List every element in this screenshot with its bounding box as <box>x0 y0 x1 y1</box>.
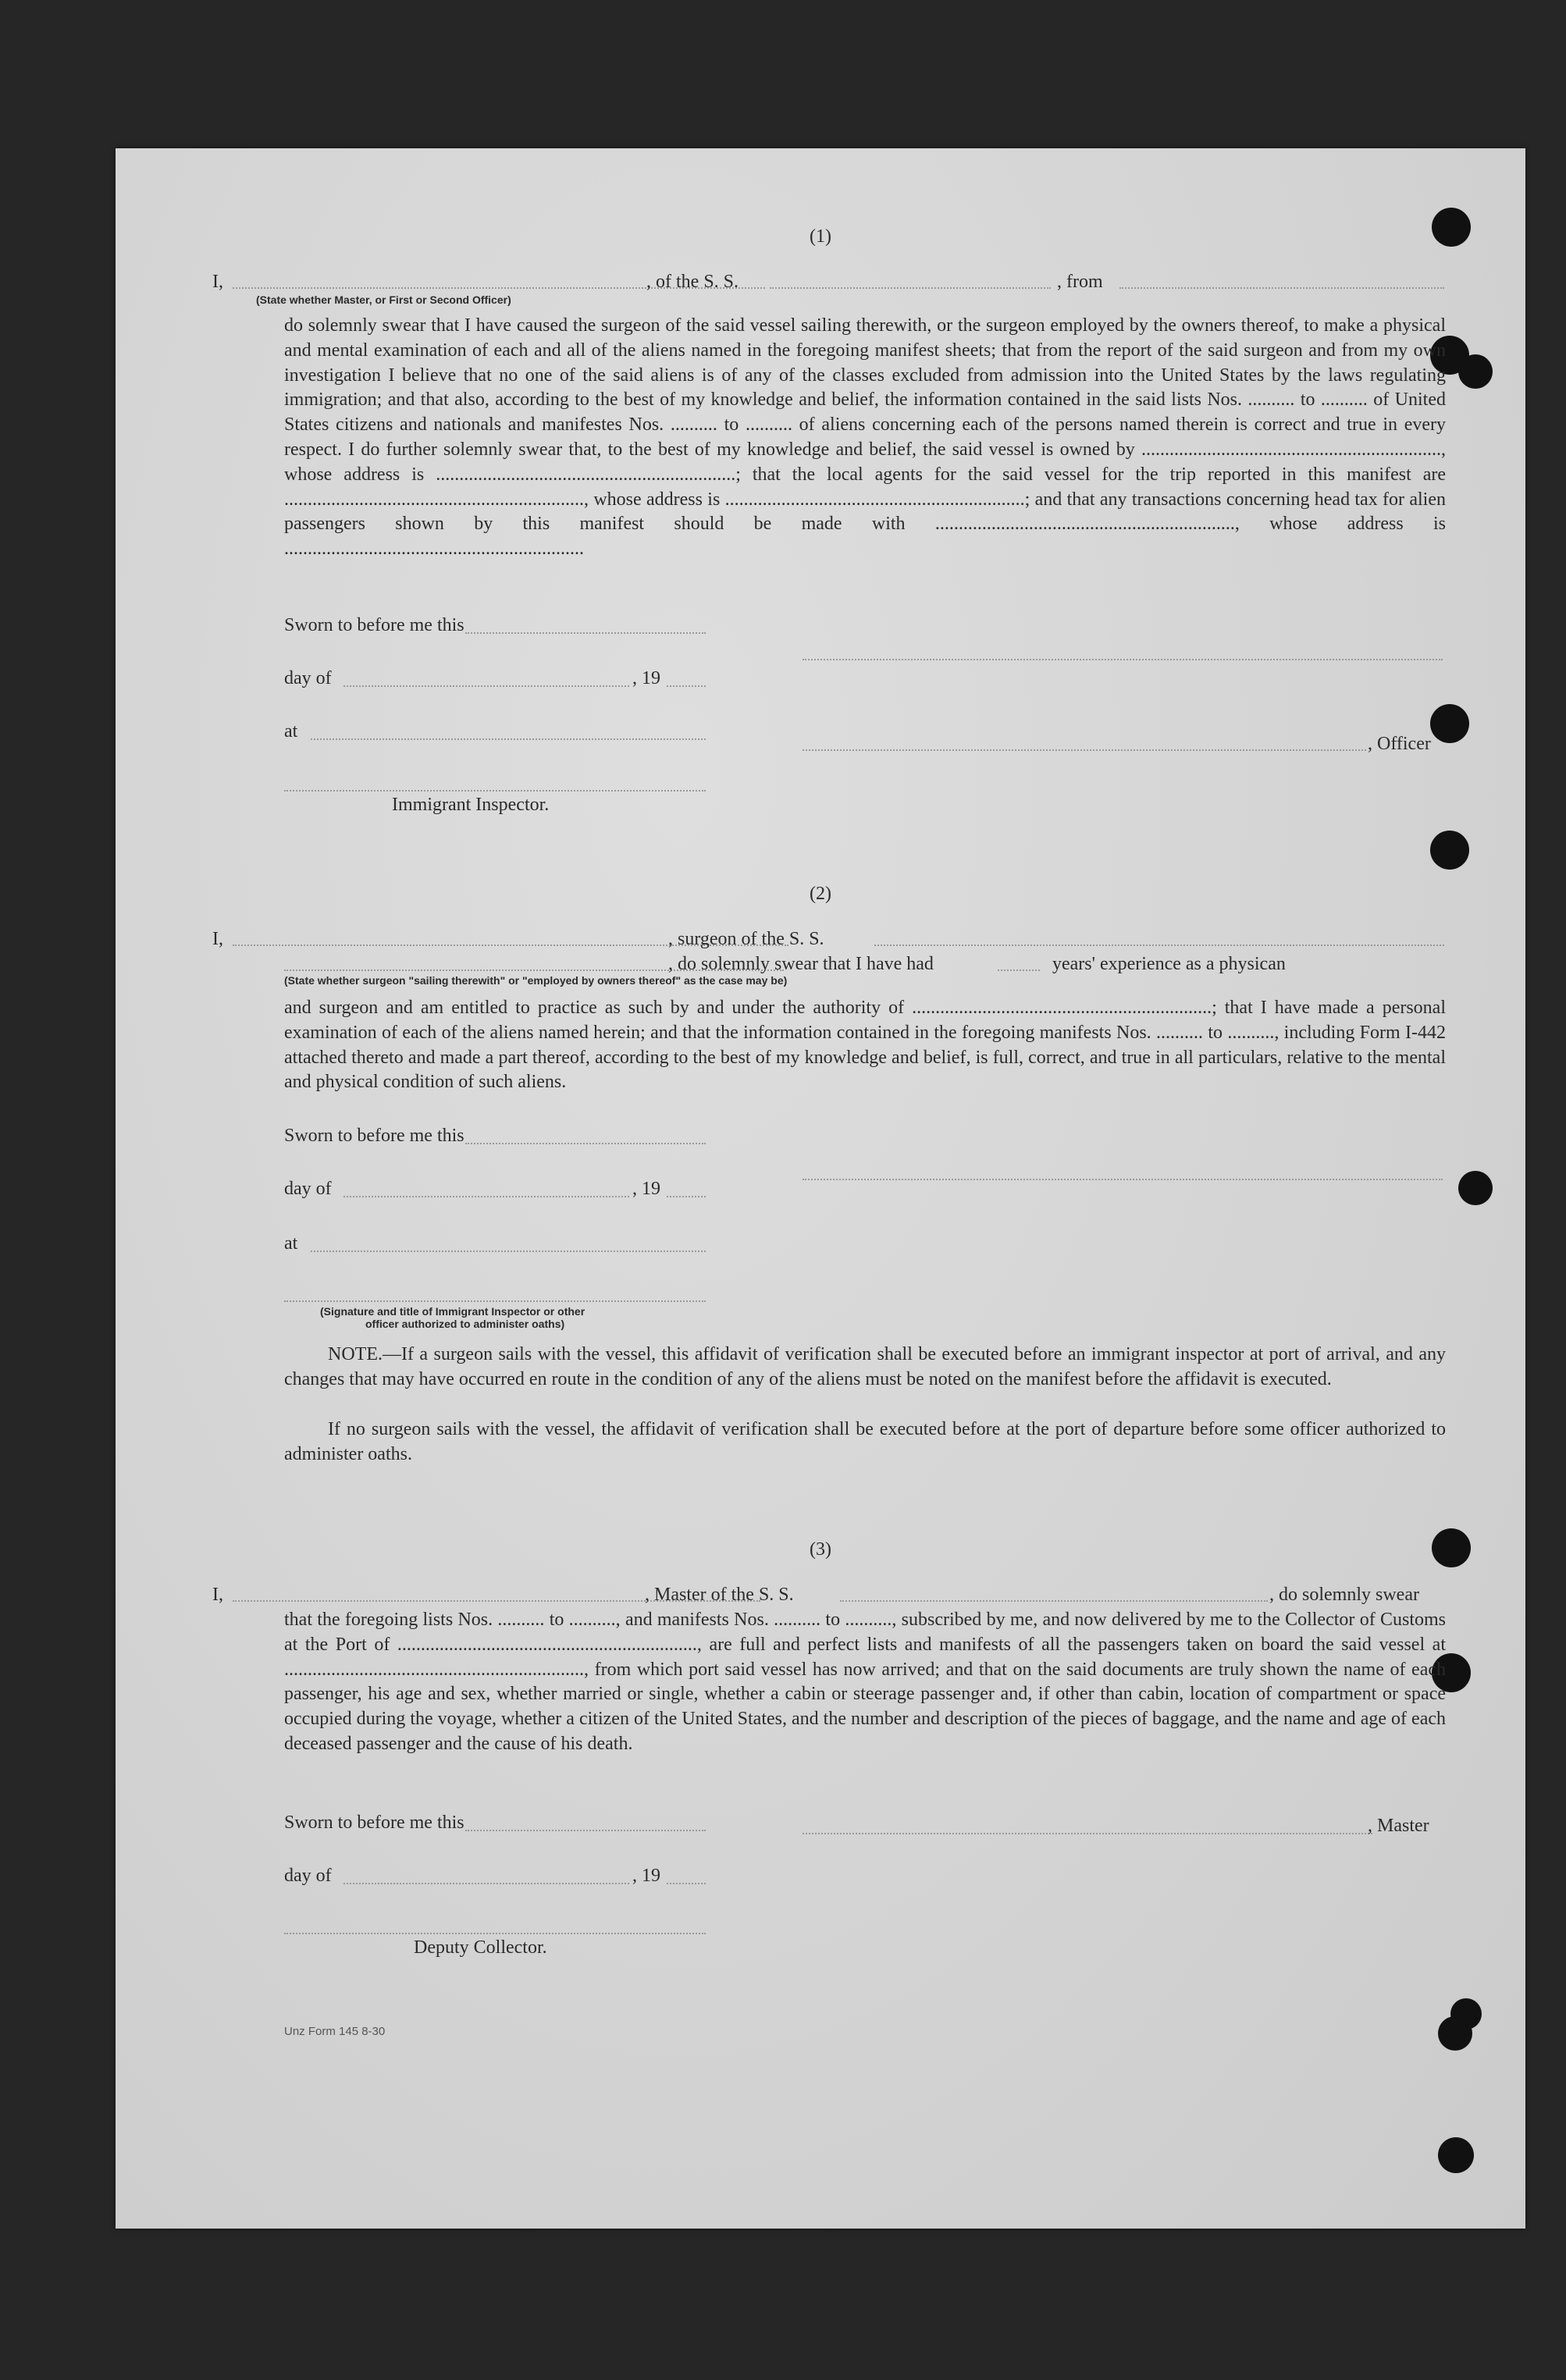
day-of-field[interactable] <box>343 1883 629 1884</box>
at-field[interactable] <box>311 1250 706 1252</box>
form-number: Unz Form 145 8-30 <box>284 2025 386 2038</box>
binder-hole <box>1430 704 1469 743</box>
note-paragraph-1: NOTE.—If a surgeon sails with the vessel, this affidavit of verification shall be executed before an immigrant inspector at port of arrival, and any changes that may have occurred en route in the condition of any of the aliens must be noted on the manifest before the affidavit is executed. <box>284 1344 1446 1389</box>
surgeon-signature-field[interactable] <box>803 1179 1443 1180</box>
years-label: years' experience as a physican <box>1052 954 1286 974</box>
ship-name-field-3[interactable] <box>840 1600 1268 1602</box>
i-label: I, <box>212 929 223 949</box>
day-of-field[interactable] <box>343 1196 629 1197</box>
day-of-field[interactable] <box>343 685 629 687</box>
form-page <box>116 148 1525 2229</box>
section-2-body: and surgeon and am entitled to practice as such by and under the authority of ................................................................; that I have made a personal examination of each of the aliens named herein; and that the information contained in the foregoing manifests Nos. .......... to .........., including Form I-442 attached thereto and made a part thereof, according to the best of my knowledge and belief, is full, correct, and true in all particulars, relative to the mental and physical condition of such aliens. <box>284 998 1446 1093</box>
note-paragraph-2: If no surgeon sails with the vessel, the affidavit of verification shall be executed before at the port of departure before some officer authorized to administer oaths. <box>284 1419 1446 1464</box>
ship-name-field[interactable] <box>770 287 1051 289</box>
section-1-heading: (1) <box>810 226 831 247</box>
year-label: , 19 <box>632 1866 660 1886</box>
year-label: , 19 <box>632 668 660 688</box>
ship-name-field-2[interactable] <box>874 945 1444 946</box>
officer-rank-note: (State whether Master, or First or Second Officer) <box>256 293 511 306</box>
at-label: at <box>284 721 298 742</box>
year-field[interactable] <box>667 1196 706 1197</box>
binder-hole <box>1458 354 1493 389</box>
sworn-label: Sworn to before me this <box>284 1813 464 1833</box>
binder-hole <box>1450 1998 1482 2030</box>
inspector-signature-field[interactable] <box>284 1300 706 1302</box>
section-1-body: do solemnly swear that I have caused the surgeon of the said vessel sailing therewith, or the surgeon employed by the owners thereof, to make a physical and mental examination of each and all of the aliens named in the foregoing manifest sheets; that from the report of the said surgeon and from my own investigation I believe that no one of the said aliens is of any of the classes excluded from admission into the United States by the laws regulating immigration; and that also, according to the best of my knowledge and belief, the information contained in the said lists Nos. .......... to .......... of United States citizens and nationals and manifestes Nos. .......... to .......... of aliens concerning each of the persons named therein is correct and true in every respect. I do further solemnly swear that, to the best of my knowledge and belief, the said vessel is owned by ................................................................, whose address is ................................................................; that the local agents for the said vessel for the trip reported in this manifest are ................................................................, whose address is ................................................................; and that any transactions concerning head tax for alien passengers shown by this manifest should be made with ................................................................, whose address is ................................................................ <box>284 315 1446 560</box>
master-signature-field[interactable] <box>803 1833 1372 1834</box>
surgeon-status-note: (State whether surgeon "sailing therewith" or "employed by owners thereof" as the case may be) <box>284 974 788 987</box>
from-label: , from <box>1057 272 1103 292</box>
day-of-label: day of <box>284 668 332 688</box>
i-label: I, <box>212 1585 223 1605</box>
sworn-label: Sworn to before me this <box>284 615 464 635</box>
year-field[interactable] <box>667 1883 706 1884</box>
i-label: I, <box>212 272 223 292</box>
sworn-day-field[interactable] <box>465 1830 706 1831</box>
deputy-signature-field[interactable] <box>284 1933 706 1934</box>
of-ss-label: , of the S. S. <box>646 272 739 292</box>
swear-label: , do solemnly swear <box>1269 1585 1419 1605</box>
swear-label: , do solemnly swear that I have had <box>668 954 934 974</box>
signature-note-line-1: (Signature and title of Immigrant Inspector or other <box>320 1305 585 1318</box>
sworn-day-field[interactable] <box>465 632 706 634</box>
officer-signature-field-2[interactable] <box>803 749 1366 751</box>
day-of-label: day of <box>284 1179 332 1199</box>
section-3-body: that the foregoing lists Nos. .......... to .........., and manifests Nos. .......... to .........., subscribed by me, and now delivered by me to the Collector of Customs at the Port of ................................................................, are full and perfect lists and manifests of all the passengers taken on board the said vessel at ................................................................, from which port said vessel has now arrived; and that on the said documents are truly shown the name of each passenger, his age and sex, whether married or single, whether a cabin or steerage passenger and, if other than cabin, location of compartment or space occupied during the voyage, whether a citizen of the United States, and the number and description of the pieces of baggage, and the name and age of each deceased passenger and the cause of his death. <box>284 1610 1446 1754</box>
section-2-heading: (2) <box>810 884 831 904</box>
years-field[interactable] <box>998 969 1040 971</box>
at-field[interactable] <box>311 738 706 740</box>
at-label: at <box>284 1233 298 1254</box>
master-of-label: , Master of the S. S. <box>645 1585 794 1605</box>
officer-signature-field-1[interactable] <box>803 659 1443 660</box>
surgeon-of-label: , surgeon of the S. S. <box>668 929 824 949</box>
section-3-heading: (3) <box>810 1539 831 1560</box>
binder-hole <box>1438 2137 1474 2173</box>
signature-note-line-2: officer authorized to administer oaths) <box>365 1318 565 1330</box>
day-of-label: day of <box>284 1866 332 1886</box>
year-field[interactable] <box>667 685 706 687</box>
inspector-label: Immigrant Inspector. <box>392 795 550 815</box>
deputy-collector-label: Deputy Collector. <box>414 1937 547 1958</box>
binder-hole <box>1430 831 1469 870</box>
from-port-field[interactable] <box>1119 287 1444 289</box>
inspector-signature-field[interactable] <box>284 790 706 792</box>
officer-label: , Officer <box>1368 734 1431 754</box>
sworn-day-field[interactable] <box>465 1143 706 1144</box>
year-label: , 19 <box>632 1179 660 1199</box>
master-label: , Master <box>1368 1816 1429 1836</box>
sworn-label: Sworn to before me this <box>284 1126 464 1146</box>
binder-hole <box>1458 1171 1493 1205</box>
